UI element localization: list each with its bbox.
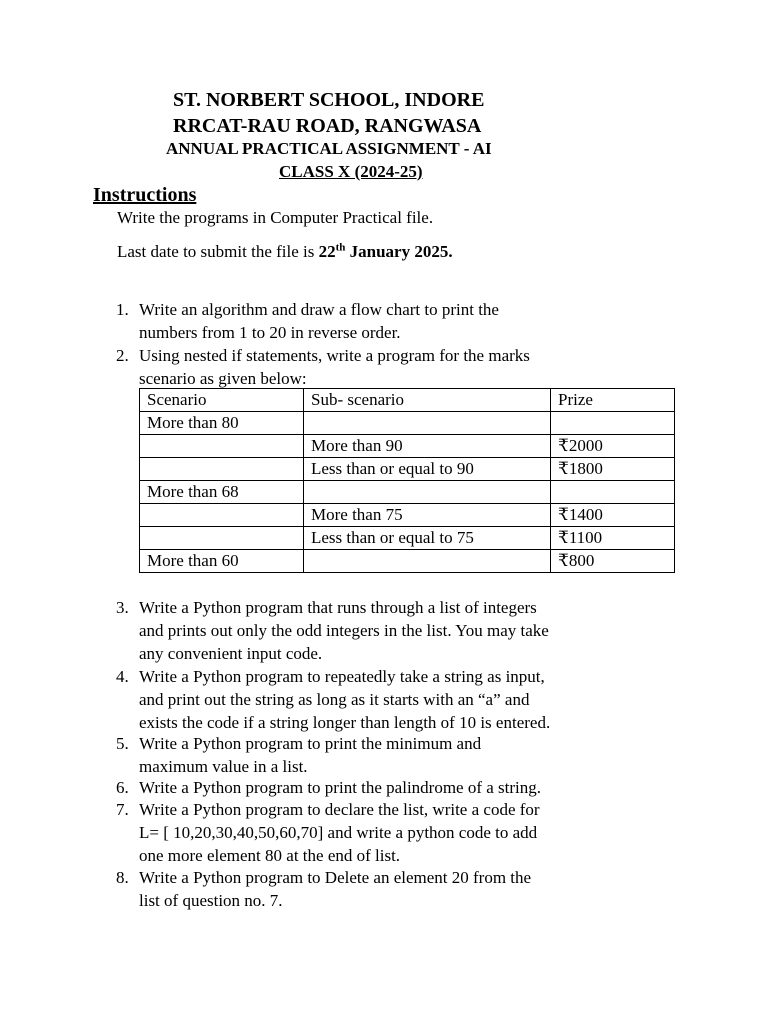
table-cell: ₹800 (551, 550, 675, 573)
question-text (139, 298, 669, 344)
assignment-title: ANNUAL PRACTICAL ASSIGNMENT - AI (166, 139, 492, 158)
question-number: 1. (116, 300, 129, 319)
question-text (139, 776, 669, 799)
question-text (139, 866, 669, 912)
question-line: Write an algorithm and draw a flow chart to print the (139, 300, 499, 319)
table-header-cell: Sub- scenario (304, 389, 551, 412)
table-cell: Less than or equal to 75 (304, 527, 551, 550)
question-line: list of question no. 7. (139, 891, 283, 910)
question-text (139, 732, 669, 778)
table-row (140, 412, 675, 435)
instruction-line-1: Write the programs in Computer Practical file. (117, 208, 434, 227)
table-cell (140, 527, 304, 550)
question-line: numbers from 1 to 20 in reverse order. (139, 323, 401, 342)
table-row (140, 458, 675, 481)
table-cell (140, 435, 304, 458)
deadline-day-suffix: th (335, 241, 346, 254)
question-text (139, 596, 669, 665)
table-cell: More than 80 (140, 412, 304, 435)
table-header-cell: Prize (551, 389, 675, 412)
question-line: Write a Python program to repeatedly take a string as input, (139, 667, 545, 686)
deadline-month-year: January 2025. (345, 242, 453, 261)
question-line: exists the code if a string longer than length of 10 is entered. (139, 713, 551, 732)
school-address: RRCAT-RAU ROAD, RANGWASA (173, 115, 482, 137)
table-cell (140, 504, 304, 527)
table-row (140, 504, 675, 527)
table-cell (304, 550, 551, 573)
question-number: 7. (116, 800, 129, 819)
question-line: L= [ 10,20,30,40,50,60,70] and write a python code to add (139, 823, 538, 842)
question-line: Write a Python program to declare the list, write a code for (139, 800, 540, 819)
table-row (140, 481, 675, 504)
question-text (139, 344, 669, 390)
table-cell: ₹2000 (551, 435, 675, 458)
question-number: 8. (116, 868, 129, 887)
table-cell (551, 412, 675, 435)
table-cell: Less than or equal to 90 (304, 458, 551, 481)
question-line: scenario as given below: (139, 369, 307, 388)
question-line: Write a Python program that runs through a list of integers (139, 598, 537, 617)
table-cell: More than 90 (304, 435, 551, 458)
question-line: Write a Python program to Delete an element 20 from the (139, 868, 532, 887)
question-number: 6. (116, 778, 129, 797)
question-line: any convenient input code. (139, 644, 323, 663)
deadline-date (319, 242, 453, 261)
question-number: 4. (116, 667, 129, 686)
question-line: Write a Python program to print the palindrome of a string. (139, 778, 542, 797)
question-line: one more element 80 at the end of list. (139, 846, 401, 865)
table-row (140, 527, 675, 550)
deadline-day: 22 (318, 242, 336, 261)
table-header-row (140, 389, 675, 412)
question-line: maximum value in a list. (139, 757, 308, 776)
question-number: 2. (116, 346, 129, 365)
table-row (140, 550, 675, 573)
marks-table (139, 388, 675, 573)
table-cell: ₹1800 (551, 458, 675, 481)
table-cell (304, 412, 551, 435)
table-cell: More than 68 (140, 481, 304, 504)
question-line: and prints out only the odd integers in the list. You may take (139, 621, 549, 640)
table-row (140, 435, 675, 458)
table-cell (304, 481, 551, 504)
table-header-cell: Scenario (140, 389, 304, 412)
instructions-heading: Instructions (93, 184, 197, 206)
question-line: and print out the string as long as it starts with an “a” and (139, 690, 530, 709)
table-cell: ₹1400 (551, 504, 675, 527)
table-cell (551, 481, 675, 504)
question-text (139, 665, 669, 734)
school-name: ST. NORBERT SCHOOL, INDORE (173, 89, 485, 111)
question-line: Write a Python program to print the minimum and (139, 734, 482, 753)
question-line: Using nested if statements, write a program for the marks (139, 346, 530, 365)
question-number: 5. (116, 734, 129, 753)
class-title: CLASS X (2024-25) (279, 162, 423, 181)
table-cell: ₹1100 (551, 527, 675, 550)
instruction-line-2 (117, 242, 453, 262)
table-cell: More than 75 (304, 504, 551, 527)
question-number: 3. (116, 598, 129, 617)
question-text (139, 798, 669, 867)
deadline-prefix: Last date to submit the file is (117, 242, 319, 261)
table-cell: More than 60 (140, 550, 304, 573)
table-cell (140, 458, 304, 481)
